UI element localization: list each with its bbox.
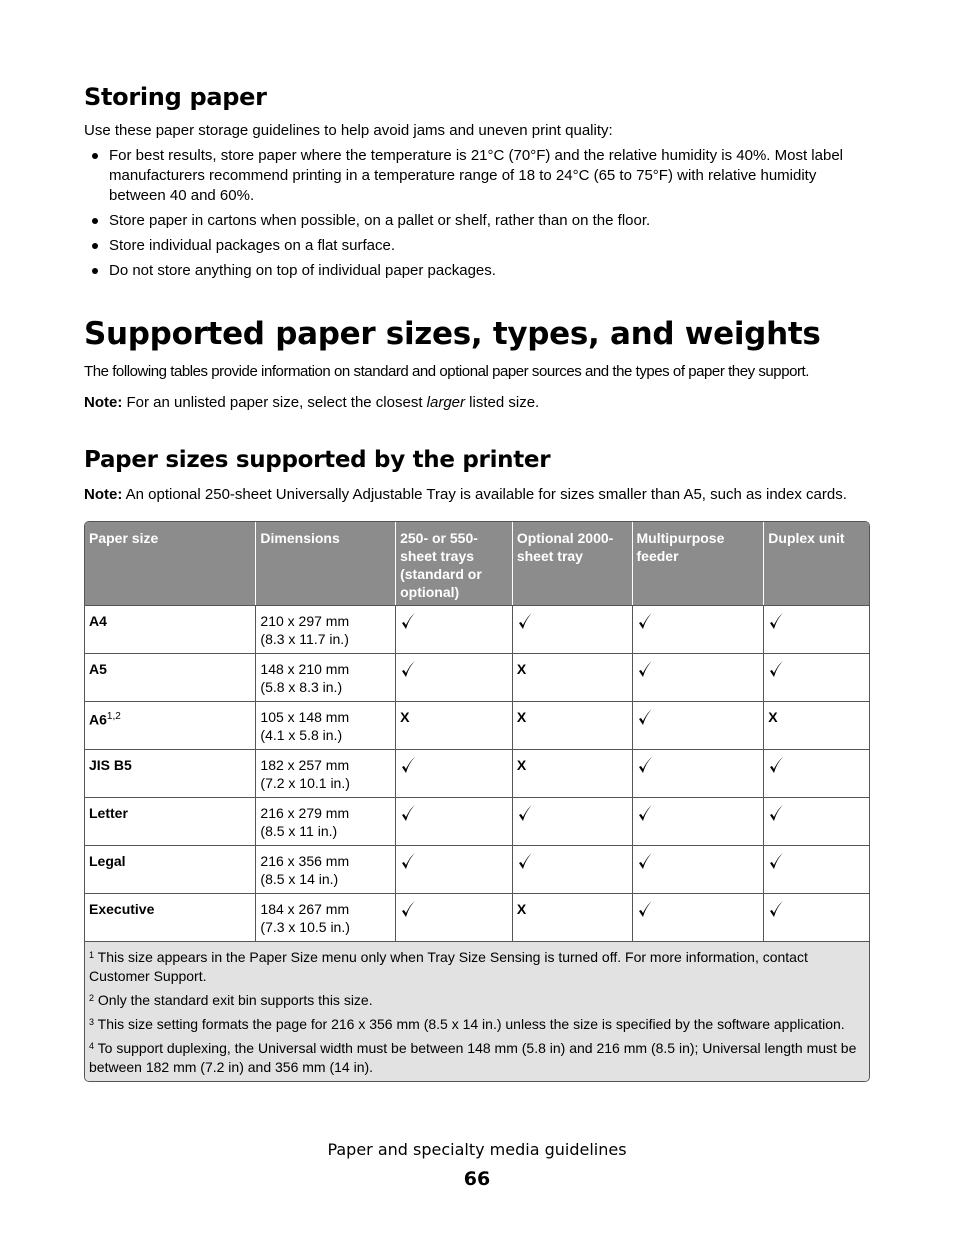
dimensions-mm: 184 x 267 mm bbox=[260, 901, 350, 917]
support-cell bbox=[764, 749, 869, 797]
paper-size-cell bbox=[85, 845, 256, 893]
check-icon bbox=[400, 900, 416, 920]
footnote bbox=[89, 1039, 865, 1077]
note-emphasis: larger bbox=[426, 394, 466, 411]
support-cell bbox=[633, 605, 765, 653]
dimensions-mm: 216 x 356 mm bbox=[260, 853, 350, 869]
list-item bbox=[84, 211, 870, 231]
list-item-text: Store individual packages on a flat surface. bbox=[109, 237, 396, 254]
support-cell bbox=[513, 653, 633, 701]
dimensions-mm: 105 x 148 mm bbox=[260, 709, 350, 725]
note-label: Note: bbox=[84, 486, 123, 503]
check-icon bbox=[768, 612, 784, 632]
note-text-post: listed size. bbox=[465, 394, 540, 411]
table-row bbox=[85, 797, 869, 845]
support-cell bbox=[513, 749, 633, 797]
dimensions-mm: 210 x 297 mm bbox=[260, 613, 350, 629]
footnote-text: Only the standard exit bin supports this size. bbox=[97, 992, 373, 1008]
table-row bbox=[85, 605, 869, 653]
column-header-dimensions: Dimensions bbox=[256, 522, 396, 605]
note-text: An optional 250-sheet Universally Adjustable Tray is available for sizes smaller than A5, such as index cards. bbox=[122, 486, 847, 503]
dimensions-cell bbox=[256, 797, 396, 845]
storing-intro: Use these paper storage guidelines to help avoid jams and uneven print quality: bbox=[84, 122, 613, 139]
support-cell bbox=[396, 749, 513, 797]
support-cell bbox=[396, 605, 513, 653]
support-cell bbox=[513, 605, 633, 653]
paper-size-name: Legal bbox=[89, 853, 126, 869]
dimensions-mm: 216 x 279 mm bbox=[260, 805, 350, 821]
footnote-text: This size appears in the Paper Size menu only when Tray Size Sensing is turned off. For more information, contact Customer Support. bbox=[89, 949, 808, 984]
check-icon bbox=[517, 612, 533, 632]
support-cell bbox=[396, 893, 513, 941]
dimensions-cell bbox=[256, 749, 396, 797]
support-cell bbox=[513, 845, 633, 893]
unlisted-size-note bbox=[84, 393, 870, 413]
support-cell bbox=[513, 797, 633, 845]
not-supported-mark: X bbox=[516, 709, 527, 725]
support-cell bbox=[633, 749, 765, 797]
check-icon bbox=[637, 852, 653, 872]
column-header-2000-sheet-tray: Optional 2000-sheet tray bbox=[513, 522, 633, 605]
footnote-text: To support duplexing, the Universal width must be between 148 mm (5.8 in) and 216 mm (8.5 in); Universal length must be between 182 mm (7.2 in) and 356 mm (14 in). bbox=[89, 1040, 857, 1075]
supported-sizes-heading: Supported paper sizes, types, and weights bbox=[84, 316, 821, 352]
list-item bbox=[84, 146, 870, 206]
footnote-text: This size setting formats the page for 216 x 356 mm (8.5 x 14 in.) unless the size is specified by the software application. bbox=[97, 1016, 845, 1032]
support-cell bbox=[633, 893, 765, 941]
dimensions-cell bbox=[256, 605, 396, 653]
support-cell bbox=[764, 701, 869, 749]
list-item-text: For best results, store paper where the temperature is 21°C (70°F) and the relative humidity is 40%. Most label manufacturers recommend printing in a temperature range of 18 to 24°C (65 to 75°F) with relative humidity between 40 and 60%. bbox=[109, 147, 843, 204]
support-cell bbox=[764, 845, 869, 893]
paper-size-cell bbox=[85, 653, 256, 701]
paper-size-name: JIS B5 bbox=[89, 757, 132, 773]
support-cell bbox=[764, 653, 869, 701]
footnote-number: 1 bbox=[89, 950, 95, 960]
paper-size-cell bbox=[85, 749, 256, 797]
not-supported-mark: X bbox=[768, 709, 778, 725]
bullet-icon bbox=[92, 243, 98, 249]
paper-size-name: A4 bbox=[89, 613, 107, 629]
support-cell bbox=[396, 845, 513, 893]
dimensions-mm: 148 x 210 mm bbox=[260, 661, 350, 677]
check-icon bbox=[637, 612, 653, 632]
dimensions-in: (4.1 x 5.8 in.) bbox=[260, 727, 343, 743]
paper-size-name: Executive bbox=[89, 901, 155, 917]
check-icon bbox=[637, 660, 653, 680]
list-item bbox=[84, 261, 870, 281]
support-cell bbox=[764, 893, 869, 941]
not-supported-mark: X bbox=[400, 709, 410, 725]
list-item-text: Store paper in cartons when possible, on a pallet or shelf, rather than on the floor. bbox=[109, 212, 651, 229]
check-icon bbox=[517, 852, 533, 872]
dimensions-cell bbox=[256, 845, 396, 893]
dimensions-mm: 182 x 257 mm bbox=[260, 757, 350, 773]
footnote-ref: 1,2 bbox=[106, 711, 121, 722]
dimensions-in: (8.5 x 14 in.) bbox=[260, 871, 339, 887]
check-icon bbox=[517, 804, 533, 824]
storing-paper-heading: Storing paper bbox=[84, 83, 267, 111]
check-icon bbox=[400, 612, 416, 632]
table-header-row bbox=[85, 522, 869, 605]
footer-title: Paper and specialty media guidelines bbox=[327, 1140, 627, 1159]
footnote bbox=[89, 991, 865, 1010]
dimensions-in: (8.5 x 11 in.) bbox=[260, 823, 338, 839]
check-icon bbox=[768, 804, 784, 824]
note-text-pre: For an unlisted paper size, select the closest bbox=[122, 394, 427, 411]
table-row bbox=[85, 893, 869, 941]
check-icon bbox=[768, 852, 784, 872]
footnote bbox=[89, 948, 865, 986]
support-cell bbox=[633, 797, 765, 845]
bullet-icon bbox=[92, 268, 98, 274]
support-cell bbox=[396, 797, 513, 845]
footnote bbox=[89, 1015, 865, 1034]
storage-guidelines-list bbox=[84, 146, 870, 286]
check-icon bbox=[400, 756, 416, 776]
list-item-text: Do not store anything on top of individual paper packages. bbox=[109, 262, 496, 279]
footnote-number: 4 bbox=[89, 1041, 95, 1051]
dimensions-cell bbox=[256, 893, 396, 941]
check-icon bbox=[400, 852, 416, 872]
paper-size-cell bbox=[85, 893, 256, 941]
check-icon bbox=[768, 900, 784, 920]
paper-size-name: A5 bbox=[89, 661, 107, 677]
support-cell bbox=[513, 701, 633, 749]
dimensions-cell bbox=[256, 653, 396, 701]
list-item bbox=[84, 236, 870, 256]
table-row bbox=[85, 701, 869, 749]
not-supported-mark: X bbox=[516, 757, 527, 773]
paper-size-name: A6 bbox=[89, 711, 107, 728]
check-icon bbox=[637, 804, 653, 824]
column-header-multipurpose-feeder: Multipurpose feeder bbox=[633, 522, 765, 605]
footnotes-row bbox=[85, 941, 869, 1081]
support-cell bbox=[633, 701, 765, 749]
paper-sizes-heading: Paper sizes supported by the printer bbox=[84, 447, 551, 473]
dimensions-in: (7.3 x 10.5 in.) bbox=[260, 919, 350, 935]
table-row bbox=[85, 845, 869, 893]
check-icon bbox=[637, 756, 653, 776]
footnotes-cell bbox=[85, 941, 869, 1081]
support-cell bbox=[513, 893, 633, 941]
dimensions-cell bbox=[256, 701, 396, 749]
dimensions-in: (8.3 x 11.7 in.) bbox=[260, 631, 349, 647]
universal-tray-note bbox=[84, 485, 870, 505]
column-header-paper-size: Paper size bbox=[85, 522, 256, 605]
check-icon bbox=[768, 756, 784, 776]
column-header-duplex-unit: Duplex unit bbox=[764, 522, 869, 605]
check-icon bbox=[637, 708, 653, 728]
support-cell bbox=[633, 845, 765, 893]
supported-intro: The following tables provide information on standard and optional paper sources and the types of paper they support. bbox=[84, 363, 809, 380]
table-row bbox=[85, 749, 869, 797]
bullet-icon bbox=[92, 218, 98, 224]
paper-size-cell bbox=[85, 797, 256, 845]
check-icon bbox=[400, 804, 416, 824]
table-row bbox=[85, 653, 869, 701]
not-supported-mark: X bbox=[516, 901, 527, 917]
paper-sizes-table bbox=[84, 521, 870, 1082]
support-cell bbox=[396, 701, 513, 749]
not-supported-mark: X bbox=[516, 661, 527, 677]
check-icon bbox=[637, 900, 653, 920]
check-icon bbox=[400, 660, 416, 680]
note-label: Note: bbox=[84, 394, 123, 411]
support-cell bbox=[633, 653, 765, 701]
page-number: 66 bbox=[463, 1168, 491, 1190]
support-cell bbox=[764, 797, 869, 845]
paper-size-cell bbox=[85, 605, 256, 653]
paper-size-cell bbox=[85, 701, 256, 749]
support-cell bbox=[396, 653, 513, 701]
dimensions-in: (7.2 x 10.1 in.) bbox=[260, 775, 350, 791]
column-header-standard-trays: 250- or 550-sheet trays (standard or optional) bbox=[396, 522, 513, 605]
dimensions-in: (5.8 x 8.3 in.) bbox=[260, 679, 343, 695]
footnote-number: 2 bbox=[89, 993, 95, 1003]
support-cell bbox=[764, 605, 869, 653]
bullet-icon bbox=[92, 153, 98, 159]
footnote-number: 3 bbox=[89, 1017, 95, 1027]
paper-size-name: Letter bbox=[89, 805, 128, 821]
check-icon bbox=[768, 660, 784, 680]
